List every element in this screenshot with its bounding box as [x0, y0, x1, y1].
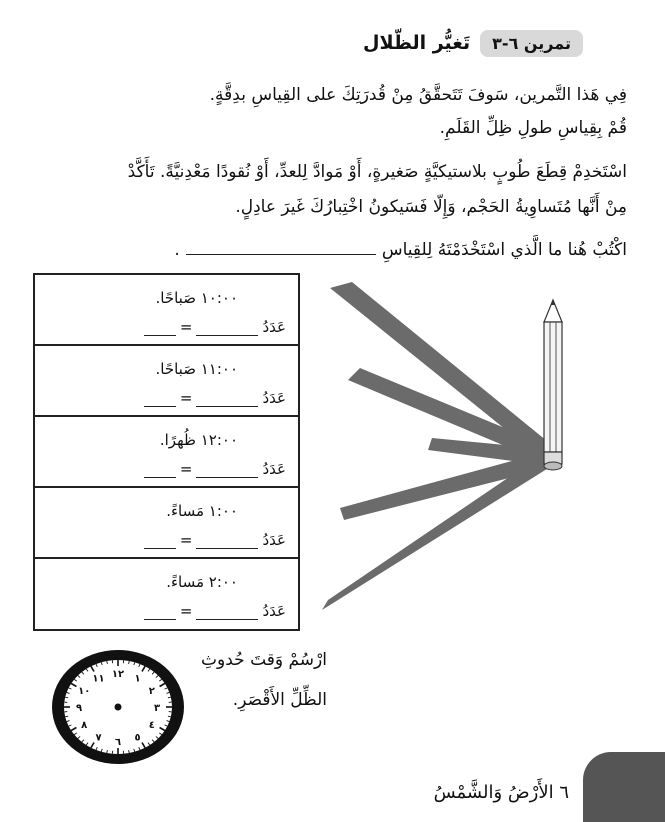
row-count [144, 531, 286, 549]
shadow-measurement-table [33, 273, 300, 631]
shadow-1pm [340, 450, 556, 520]
exercise-number: تمرين ٦-٣ [480, 30, 583, 57]
equals-sign: = [180, 318, 193, 336]
exercise-header [363, 26, 583, 60]
clock-tick [107, 661, 108, 664]
clock-tick [129, 750, 130, 753]
clock-tick [129, 661, 130, 664]
clock-face[interactable] [50, 648, 186, 766]
intro-line-2: قُمْ بِقِياسِ طولِ ظِلِّ القَلَمِ. [440, 118, 627, 138]
clock-number: ٦ [115, 737, 121, 748]
count-blank[interactable] [196, 323, 258, 336]
count-blank[interactable] [196, 536, 258, 549]
equals-sign: = [180, 602, 193, 620]
count-label: عَدَدُ [262, 318, 286, 336]
clock-number: ٣ [154, 703, 160, 714]
clock-tick [65, 716, 68, 717]
clock-number: ٢ [149, 686, 155, 697]
draw-prompt-line-2: الظِّلِّ الأَقْصَرِ. [233, 690, 327, 710]
table-row [35, 488, 298, 559]
table-row [35, 559, 298, 630]
table-row [35, 346, 298, 417]
equals-sign: = [180, 531, 193, 549]
row-time: ١:٠٠ مَساءً. [166, 502, 238, 520]
equals-sign: = [180, 389, 193, 407]
measure-answer-line[interactable] [186, 240, 376, 255]
row-time: ١٢:٠٠ ظُهرًا. [160, 431, 238, 449]
shadow-2pm [322, 448, 558, 610]
row-time: ٢:٠٠ مَساءً. [166, 573, 238, 591]
row-count [144, 460, 286, 478]
measure-end: . [174, 240, 179, 260]
draw-prompt-line-1: ارْسُمْ وَقتَ حُدوثِ [201, 650, 327, 670]
page-tab [583, 752, 665, 822]
row-count [144, 318, 286, 336]
count-blank[interactable] [196, 465, 258, 478]
equals-sign: = [180, 460, 193, 478]
clock-tick [168, 716, 171, 717]
clock-number: ٨ [81, 720, 87, 731]
clock-tick [107, 750, 108, 753]
exercise-title: تَغيُّر الظّلال [363, 32, 470, 54]
count-label: عَدَدُ [262, 531, 286, 549]
table-row [35, 275, 298, 346]
clock-number: ٥ [134, 732, 140, 743]
clock-number: ٤ [149, 720, 155, 731]
clock-number: ١ [134, 674, 140, 685]
count-blank[interactable] [196, 394, 258, 407]
intro-line-3: اسْتَخدِمْ قِطَعَ طُوبٍ بلاستيكيَّةٍ صَغيرةٍ، أَوْ مَوادَّ لِلعدِّ، أَوْ نُقودًا مَعْدِنيَّةً. تَأَكَّدْ [128, 162, 627, 182]
result-blank[interactable] [144, 465, 176, 478]
count-label: عَدَدُ [262, 389, 286, 407]
clock-tick [168, 697, 171, 698]
row-count [144, 389, 286, 407]
count-blank[interactable] [196, 607, 258, 620]
row-time: ١٠:٠٠ صَباحًا. [156, 289, 239, 307]
count-label: عَدَدُ [262, 602, 286, 620]
clock-center [115, 704, 122, 711]
row-time: ١١:٠٠ صَباحًا. [156, 360, 239, 378]
result-blank[interactable] [144, 323, 176, 336]
count-label: عَدَدُ [262, 460, 286, 478]
row-count [144, 602, 286, 620]
result-blank[interactable] [144, 607, 176, 620]
clock-number: ٧ [95, 732, 101, 743]
clock-number: ٩ [76, 703, 82, 714]
result-blank[interactable] [144, 394, 176, 407]
clock-number: ١١ [92, 674, 104, 685]
clock-number: ١٠ [78, 686, 90, 697]
intro-line-4: مِنْ أَنَّها مُتَساوِيةُ الحَجْم، وَإِلّا فَسَيكونُ اخْتِبارُكَ غَيرَ عادِلٍ. [235, 197, 627, 217]
footer-title: ٦ الأَرْضُ وَالشَّمْسُ [434, 782, 569, 803]
intro-line-1: فِي هَذا التَّمرين، سَوفَ تَتَحقَّقُ مِنْ قُدرَتِكَ على القِياسِ بدِقَّةٍ. [210, 85, 627, 105]
measure-prompt [174, 240, 627, 260]
table-row [35, 417, 298, 488]
pencil-shadow-diagram [300, 280, 600, 640]
clock-tick [65, 697, 68, 698]
result-blank[interactable] [144, 536, 176, 549]
clock-number: ١٢ [112, 669, 124, 680]
pencil [544, 300, 562, 470]
measure-prompt-text: اكْتُبْ هُنا ما الَّذي اسْتَخْدَمْتَهُ لِلقِياسِ [382, 240, 627, 260]
